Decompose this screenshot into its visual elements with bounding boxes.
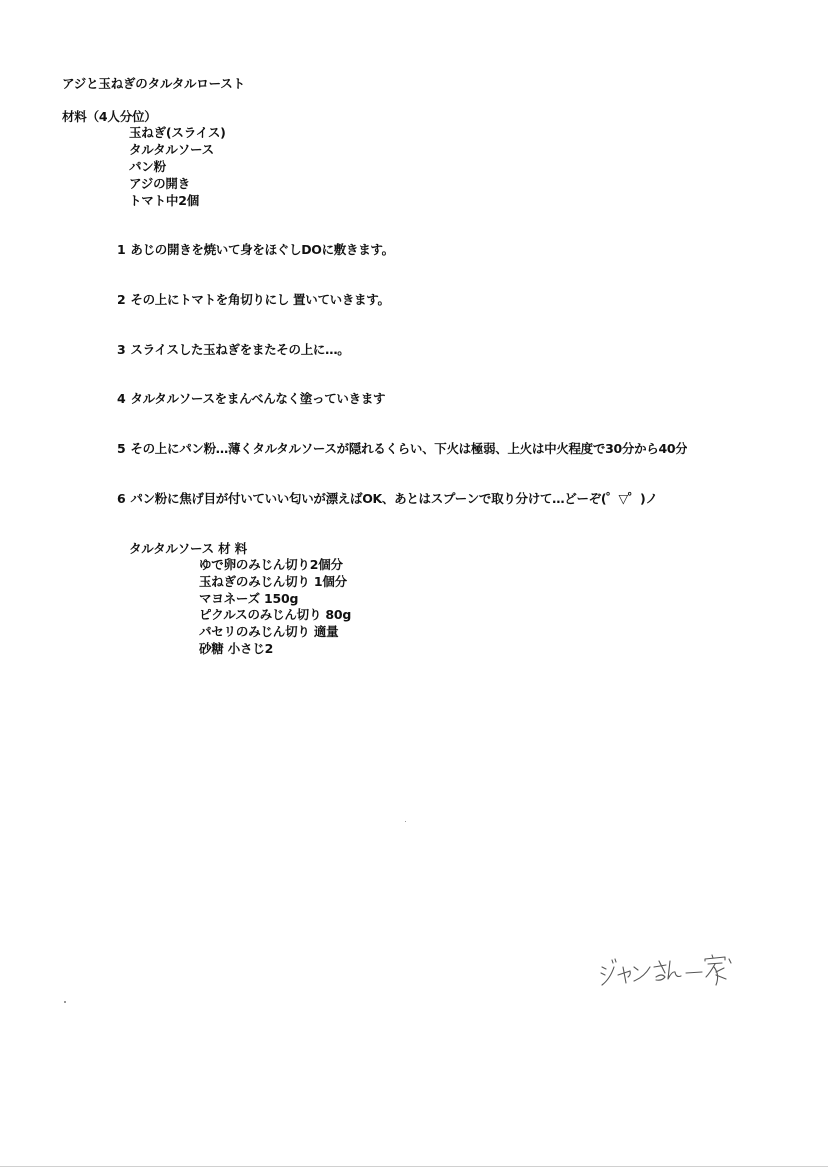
step-text: その上にトマトを角切りにし 置いていきます。 — [130, 292, 390, 307]
step-1 — [117, 242, 394, 258]
step-number: 2 — [117, 292, 126, 307]
sauce-item: 砂糖 小さじ2 — [199, 641, 274, 656]
step-number: 4 — [117, 391, 126, 406]
step-text: スライスした玉ねぎをまたその上に…。 — [130, 342, 350, 357]
step-text: その上にパン粉…薄くタルタルソースが隠れるくらい、下火は極弱、上火は中火程度で30分から40分 — [130, 441, 688, 456]
step-number: 5 — [117, 441, 126, 456]
ingredient-item: アジの開き — [129, 176, 191, 191]
sauce-item: ピクルスのみじん切り 80g — [199, 607, 352, 622]
sauce-item: ゆで卵のみじん切り2個分 — [199, 557, 343, 572]
scan-edge — [0, 1166, 828, 1167]
ingredient-item: 玉ねぎ(スライス) — [129, 125, 226, 140]
ingredient-item: トマト中2個 — [129, 193, 199, 208]
step-number: 1 — [117, 242, 126, 257]
ingredient-item: パン粉 — [129, 159, 166, 174]
ingredients-heading: 材料（4人分位） — [62, 109, 157, 124]
step-5 — [117, 441, 687, 457]
step-text: タルタルソースをまんべんなく塗っていきます — [130, 391, 386, 406]
sauce-item: パセリのみじん切り 適量 — [199, 624, 339, 639]
recipe-title: アジと玉ねぎのタルタルロースト — [62, 76, 245, 91]
sauce-item: 玉ねぎのみじん切り 1個分 — [199, 574, 347, 589]
step-number: 6 — [117, 491, 126, 506]
handwritten-signature — [598, 945, 758, 995]
scan-speck — [64, 1001, 66, 1003]
sauce-item: マヨネーズ 150g — [199, 591, 299, 606]
step-3 — [117, 342, 350, 358]
sauce-heading: タルタルソース 材 料 — [129, 541, 247, 556]
step-4 — [117, 391, 385, 407]
step-text: あじの開きを焼いて身をほぐしDOに敷きます。 — [130, 242, 394, 257]
scan-speck — [405, 821, 406, 822]
step-text: パン粉に焦げ目が付いていい匂いが漂えばOK、あとはスプーンで取り分けて…どーぞ(゜▽゜)ノ — [130, 491, 658, 506]
step-2 — [117, 292, 390, 308]
ingredient-item: タルタルソース — [129, 142, 214, 157]
step-number: 3 — [117, 342, 126, 357]
step-6 — [117, 491, 658, 507]
